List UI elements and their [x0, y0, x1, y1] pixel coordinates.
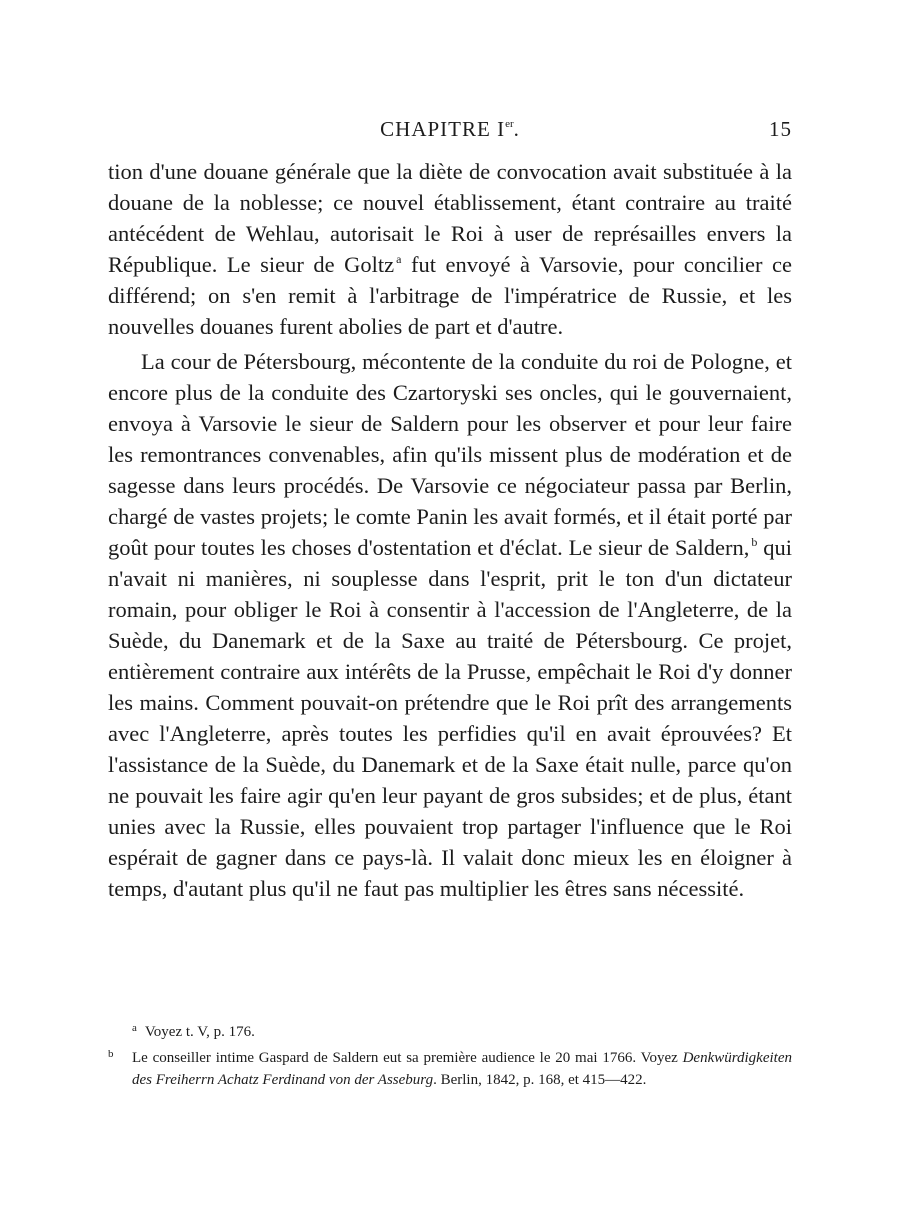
running-head	[108, 117, 792, 147]
footnote-a-letter: a	[132, 1022, 137, 1034]
footnotes	[108, 1017, 792, 1091]
book-title: Denkwürdigkeiten des Freiherrn Achatz Ferdinand von der Asseburg	[132, 1050, 792, 1088]
chapter-title: CHAPITRE Ier.	[380, 117, 520, 141]
paragraph-1: tion d'une douane générale que la diète de convocation avait substituée à la douane de la noblesse; ce nouvel établissement, étant contraire au traité antécédent de Wehlau, autorisait le Roi à user de représailles envers la République. Le sieur de Goltz $^a$ fut envoyé à Varsovie, pour concilier ce différend; on s'en remit à l'arbitrage de l'impératrice de Russie, et les nouvelles douanes furent abolies de part et d'autre.	[108, 159, 792, 339]
page-number: 15	[769, 117, 792, 141]
footnote-ref-b: b	[751, 535, 758, 549]
footnote-b-letter: b	[108, 1048, 114, 1060]
body-text	[108, 156, 792, 908]
footnote-b: b Le conseiller intime Gaspard de Saldern eut sa première audience le 20 mai 1766. Voyez Denkwürdigkeiten des Freiherrn Achatz Ferdinand von der Asseburg. Berlin, 1842, p. 168, et 415—422.	[108, 1043, 792, 1091]
paragraph-2: La cour de Pétersbourg, mécontente de la conduite du roi de Pologne, et encore plus de la conduite des Czartoryski ses oncles, qui le gouvernaient, envoya à Varsovie le sieur de Saldern pour les observer et pour leur faire les remontrances convenables, afin qu'ils missent plus de modération et de sagesse dans leurs procédés. De Varsovie ce négociateur passa par Berlin, chargé de vastes projets; le comte Panin les avait formés, et il était porté par goût pour toutes les choses d'ostentation et d'éclat. Le sieur de Saldern, $^b$ qui n'avait ni manières, ni souplesse dans l'esprit, prit le ton d'un dictateur romain, pour obliger le Roi à consentir à l'accession de l'Angleterre, de la Suède, du Danemark et de la Saxe au traité de Pétersbourg. Ce projet, entièrement contraire aux intérêts de la Prusse, empêchait le Roi d'y donner les mains. Comment pouvait-on prétendre que le Roi prît des arrangements avec l'Angleterre, après toutes les perfidies qu'il en avait éprouvées? Et l'assistance de la Suède, du Danemark et de la Saxe était nulle, parce qu'on ne pouvait les faire agir qu'en leur payant de gros subsides; et de plus, étant unies avec la Russie, elles pouvaient trop partager l'influence que le Roi espérait de gagner dans ce pays-là. Il valait donc mieux les en éloigner à temps, d'autant plus qu'il ne faut pas multiplier les êtres sans nécessité.	[108, 349, 792, 901]
footnote-ref-a: a	[396, 252, 402, 266]
footnote-a: $^a$ Voyez t. V, p. 176.	[132, 1022, 255, 1040]
